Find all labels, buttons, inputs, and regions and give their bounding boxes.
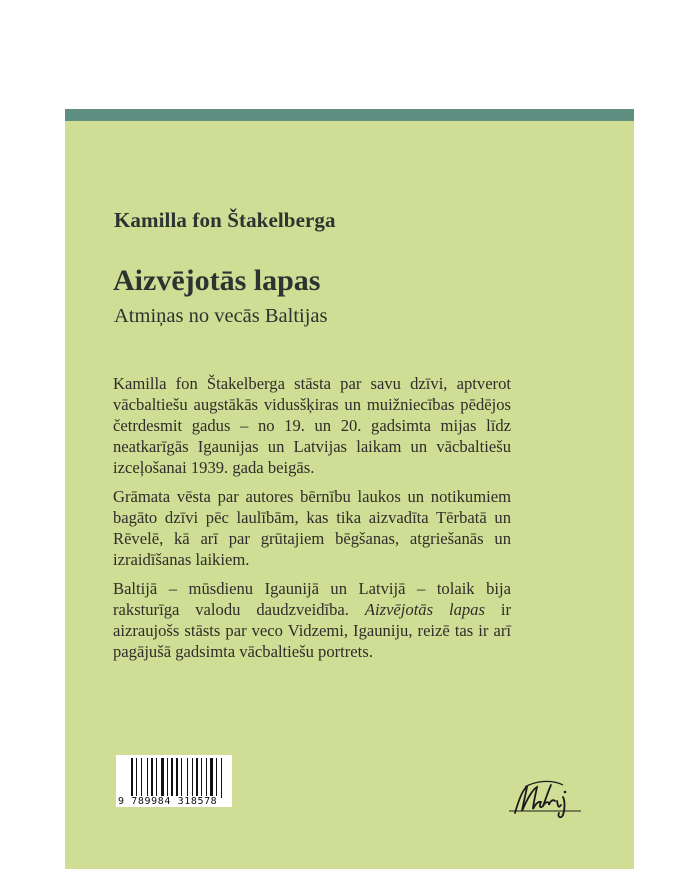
blurb-text: ir aizraujošs stāsts par veco Vidzemi, Igauniju, reizē tas ir arī pagājušā gadsimta vācbaltiešu portrets. [113, 600, 511, 661]
isbn-barcode [116, 755, 232, 807]
barcode-bar [161, 758, 164, 798]
barcode-bar [143, 758, 146, 798]
book-title: Aizvējotās lapas [113, 264, 321, 297]
blurb-paragraph: Grāmata vēsta par autores bērnību laukos un notikumiem bagāto dzīvi pēc laulībām, kas tika aizvadīta Tērbatā un Rēvelē, kā arī par grūtajiem bēgšanas, atgriešanās un izraidīšanas laikiem. [113, 487, 511, 569]
barcode-bar [208, 758, 209, 798]
barcode-bar [206, 758, 207, 798]
barcode-bar [154, 758, 155, 798]
barcode-bar [194, 758, 195, 798]
barcode-bar [134, 758, 135, 798]
barcode-bar [214, 758, 215, 798]
barcode-bar [179, 758, 180, 798]
isbn-number: 9 789984 318578 [118, 796, 218, 807]
barcode-bar [218, 758, 220, 798]
book-back-cover [65, 109, 634, 869]
publisher-logo-icon [505, 779, 585, 819]
barcode-bars [131, 758, 225, 798]
top-color-band [65, 109, 634, 121]
barcode-bar [181, 758, 182, 798]
barcode-bar [196, 758, 198, 798]
barcode-bar [169, 758, 170, 798]
barcode-bar [192, 758, 193, 798]
barcode-bar [176, 758, 178, 798]
barcode-bar [167, 758, 168, 798]
barcode-bar [201, 758, 202, 798]
barcode-bar [187, 758, 188, 798]
barcode-bar [183, 758, 186, 798]
blurb-paragraph [113, 578, 511, 662]
barcode-bar [189, 758, 191, 798]
barcode-bar [158, 758, 160, 798]
barcode-bar [138, 758, 140, 798]
blurb-paragraph: Kamilla fon Štakelberga stāsta par savu dzīvi, aptverot vācbaltiešu augstākās vidusšķiras un muižniecības pēdējos četrdesmit gadus – no 19. un 20. gadsimta mijas līdz neatkarīgās Igaunijas un Latvijas laikam un vācbaltiešu izceļošanai 1939. gada beigās. [113, 374, 511, 477]
blurb-text: Baltijā – mūsdienu Igaunijā un Latvijā – tolaik bija raksturīga valodu daudzveidība. [113, 579, 511, 619]
barcode-bar [199, 758, 200, 798]
blurb-title-italic: Aizvējotās lapas [364, 600, 485, 619]
barcode-bar [221, 758, 222, 798]
barcode-bar [151, 758, 153, 798]
barcode-bar [216, 758, 217, 798]
barcode-bar [165, 758, 166, 798]
barcode-bar [171, 758, 173, 798]
book-subtitle: Atmiņas no vecās Baltijas [114, 305, 328, 327]
barcode-bar [149, 758, 150, 798]
barcode-bar [141, 758, 142, 798]
barcode-bar [131, 758, 133, 798]
barcode-bar [203, 758, 205, 798]
barcode-bar [147, 758, 148, 798]
author-name: Kamilla fon Štakelberga [114, 208, 336, 232]
barcode-bar [136, 758, 137, 798]
blurb [113, 373, 511, 670]
barcode-bar [174, 758, 175, 798]
barcode-bar [156, 758, 157, 798]
barcode-bar [210, 758, 213, 798]
